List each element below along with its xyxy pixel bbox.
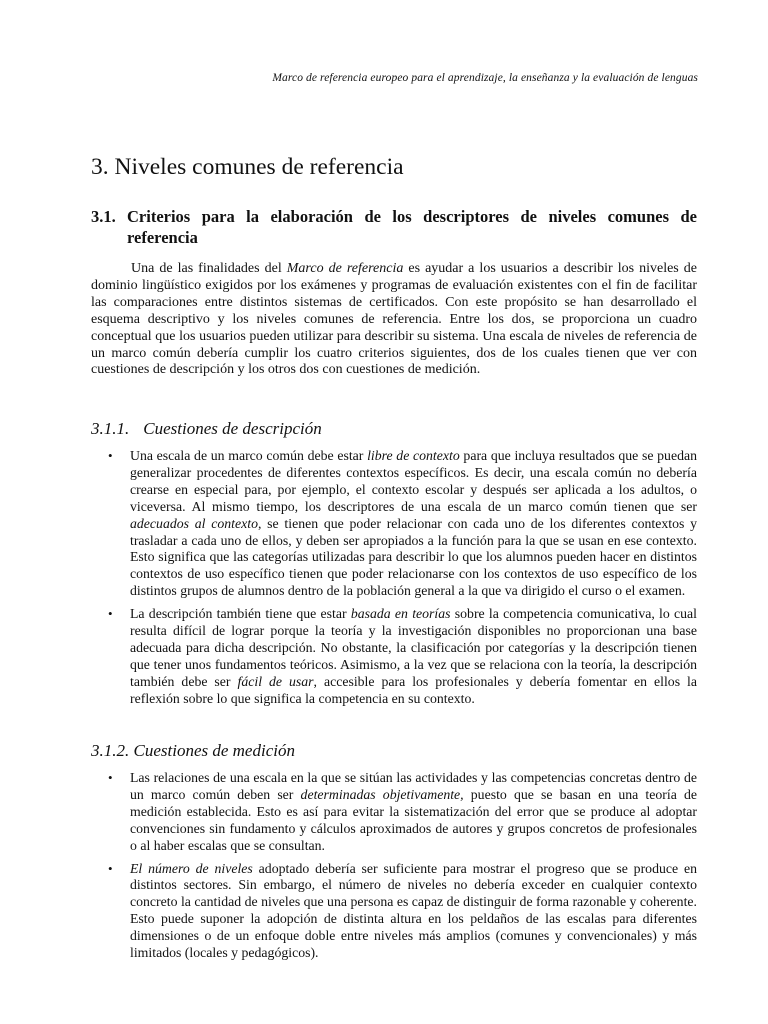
section-heading [91, 206, 697, 248]
chapter-title: 3. Niveles comunes de referencia [91, 154, 404, 180]
bullet-icon: • [108, 860, 113, 876]
intro-text-2: es ayudar a los usuarios a describir los niveles de dominio lingüístico exigidos por los exámenes y programas de evaluación existentes con el fin de facilitar las comparaciones entre distintos sistemas de certificados. Con este propósito se han desarrollado el esquema descriptivo y los niveles comunes de referencia. Entre los dos, se proporciona un cuadro conceptual que los usuarios pueden utilizar para describir su sistema. Una escala de niveles de referencia de un marco común debería cumplir los cuatro criterios siguientes, dos de los cuales tienen que ver con cuestiones de descripción y los otros dos con cuestiones de medición. [91, 261, 697, 378]
emphasis: libre de contexto [367, 448, 460, 463]
intro-paragraph [91, 261, 697, 379]
running-header: Marco de referencia europeo para el aprendizaje, la enseñanza y la evaluación de lenguas [272, 72, 698, 84]
emphasis: determinadas objetivamente, [300, 786, 464, 802]
list-item: • La descripción también tiene que estar basada en teorías sobre la competencia comunicativa, lo cual resulta difícil de lograr porque la teoría y la investigación disponibles no proporcionan una base adecuada para dicha descripción. No obstante, la clasificación por categorías y la descripción tienen que tener unos fundamentos teóricos. Asimismo, a la vez que se relaciona con la teoría, la descripción también debe ser fácil de usar, accesible para los profesionales y debería fomentar en ellos la reflexión sobre lo que significa la competencia en su contexto. [108, 606, 698, 706]
bullet-icon: • [108, 606, 113, 622]
description-bullet-list [98, 448, 697, 714]
intro-emphasis: Marco de referencia [286, 261, 404, 276]
subsection-number: 3.1.1. [91, 419, 130, 438]
subsection-heading-measurement: 3.1.2. Cuestiones de medición [91, 741, 295, 760]
list-item: • El número de niveles adoptado debería ser suficiente para mostrar el progreso que se produce en distintos sectores. Sin embargo, el número de niveles no debería exceder en cualquier contexto concreto la cantidad de niveles que una persona es capaz de distinguir de forma razonable y coherente. Esto puede suponer la adopción de distinta altura en los peldaños de las escalas para diferentes dimensiones o de un enfoque doble entre niveles más amplios (comunes y convencionales) y más limitados (locales y pedagógicos). [108, 860, 697, 961]
emphasis: fácil de usar [237, 673, 314, 689]
section-title: Criterios para la elaboración de los descriptores de niveles comunes de referencia [127, 207, 697, 247]
emphasis: basada en teorías [350, 606, 451, 622]
measurement-bullet-list [98, 770, 697, 968]
intro-text-1: Una de las finalidades del [131, 261, 287, 276]
subsection-title: Cuestiones de descripción [143, 419, 322, 438]
bullet-icon: • [108, 770, 113, 785]
bullet-icon: • [108, 448, 113, 463]
subsection-heading-description [91, 419, 322, 439]
list-item: • Una escala de un marco común debe estar libre de contexto para que incluya resultados que se puedan generalizar procedentes de diferentes contextos específicos. Es decir, una escala común no debería crearse en especial para, por ejemplo, el contexto escolar y después ser aplicada a los adultos, o viceversa. Al mismo tiempo, los descriptores de una escala de un marco común tienen que ser adecuados al contexto, se tienen que poder relacionar con cada uno de los diferentes contextos y trasladar a cada uno de ellos, y deben ser apropiados a la función para la que se usan en ese contexto. Esto significa que las categorías utilizadas para describir lo que los alumnos pueden hacer en distintos contextos de uso específico tienen que poder relacionarse con los contextos de uso específico de los distintos grupos de alumnos dentro de la población general a la que va dirigido el curso o el examen. [108, 448, 697, 599]
emphasis: adecuados al contexto [130, 515, 258, 531]
list-item: • Las relaciones de una escala en la que se sitúan las actividades y las competencias concretas dentro de un marco común deben ser determinadas objetivamente, puesto que se basan en una teoría de medición establecida. Esto es así para evitar la sistematización del error que se produce al adoptar convenciones sin fundamento y cálculos aproximados de autores y grupos concretos de profesionales o al haber escalas que se consultan. [108, 770, 697, 853]
section-number: 3.1. [91, 207, 116, 226]
emphasis: El número de niveles [130, 860, 253, 876]
